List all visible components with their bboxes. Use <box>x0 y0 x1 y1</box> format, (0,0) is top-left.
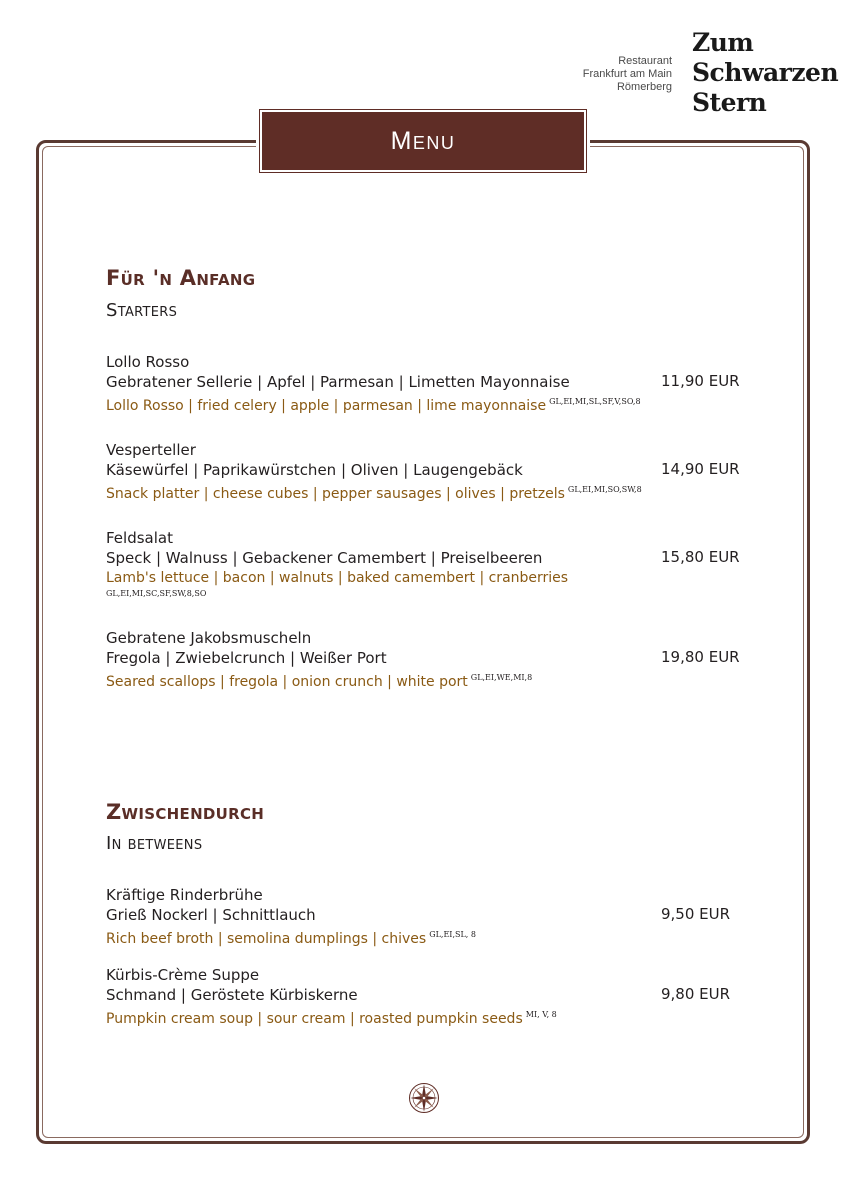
item-description-de: Fregola | Zwiebelcrunch | Weißer Port <box>106 649 387 667</box>
item-name: Feldsalat <box>106 529 173 547</box>
menu-item <box>106 628 766 692</box>
item-price: 9,80 EUR <box>661 985 731 1003</box>
menu-item <box>106 965 766 1029</box>
section-subtitle-starters: Starters <box>106 300 178 321</box>
item-description-en: Pumpkin cream soup | sour cream | roasted pumpkin seeds $^{MI, V, 8}$ <box>106 1010 557 1027</box>
item-description-de: Speck | Walnuss | Gebackener Camembert | Preiselbeeren <box>106 549 543 567</box>
item-description-en: Snack platter | cheese cubes | pepper sausages | olives | pretzels $^{GL,EI,MI,SO,SW,8}$ <box>106 485 642 502</box>
restaurant-info <box>583 55 672 94</box>
restaurant-logo <box>692 28 839 118</box>
item-name: Kräftige Rinderbrühe <box>106 886 263 904</box>
restaurant-label: Restaurant <box>618 55 672 67</box>
menu-item <box>106 440 766 504</box>
section-title-starters: Für 'n Anfang <box>106 266 256 290</box>
allergen-codes: GL,EI,MI,SL,SF,V,SO,8 <box>549 397 641 406</box>
item-name: Kürbis-Crème Suppe <box>106 966 260 984</box>
logo-line-1: Zum <box>692 28 754 57</box>
menu-item <box>106 352 766 416</box>
item-description-de: Gebratener Sellerie | Apfel | Parmesan | Limetten Mayonnaise <box>106 373 570 391</box>
item-description-en: Lamb's lettuce | bacon | walnuts | baked camembert | cranberries <box>106 570 569 586</box>
item-price: 19,80 EUR <box>661 648 740 666</box>
section-subtitle-in-betweens: In betweens <box>106 833 203 854</box>
item-price: 11,90 EUR <box>661 372 740 390</box>
restaurant-city: Frankfurt am Main <box>582 68 672 80</box>
menu-banner <box>256 106 590 176</box>
item-description-de: Grieß Nockerl | Schnittlauch <box>106 906 316 924</box>
item-price: 14,90 EUR <box>661 460 740 478</box>
item-description-en: Seared scallops | fregola | onion crunch | white port $^{GL,EI,WE,MI,8}$ <box>106 673 533 690</box>
allergen-codes: GL,EI,WE,MI,8 <box>470 673 533 682</box>
logo-line-2: Schwarzen <box>692 58 839 87</box>
logo-line-3: Stern <box>692 88 767 117</box>
item-description-de: Käsewürfel | Paprikawürstchen | Oliven | Laugengebäck <box>106 461 523 479</box>
item-price: 9,50 EUR <box>661 905 731 923</box>
item-description-de: Schmand | Geröstete Kürbiskerne <box>106 986 358 1004</box>
item-price: 15,80 EUR <box>661 548 740 566</box>
item-description-en: Rich beef broth | semolina dumplings | chives $^{GL,EI,SL, 8}$ <box>106 930 476 947</box>
allergen-codes: GL,EI,MI,SO,SW,8 <box>567 485 642 494</box>
item-name: Lollo Rosso <box>106 353 190 371</box>
restaurant-location: Römerberg <box>616 81 672 93</box>
menu-item <box>106 528 766 600</box>
allergen-codes: GL,EI,MI,SC,SF,SW,8,SO <box>106 589 207 598</box>
allergen-codes: MI, V, 8 <box>525 1010 557 1019</box>
menu-title: Menu <box>390 126 456 155</box>
item-description-en: Lollo Rosso | fried celery | apple | parmesan | lime mayonnaise $^{GL,EI,MI,SL,SF,V,SO,8}$ <box>106 397 641 414</box>
item-name: Gebratene Jakobsmuscheln <box>106 629 312 647</box>
menu-item <box>106 885 766 949</box>
allergen-codes: GL,EI,SL, 8 <box>429 930 476 939</box>
section-title-in-betweens: Zwischendurch <box>106 800 265 824</box>
item-name: Vesperteller <box>106 441 196 459</box>
compass-rose-icon <box>408 1082 440 1114</box>
